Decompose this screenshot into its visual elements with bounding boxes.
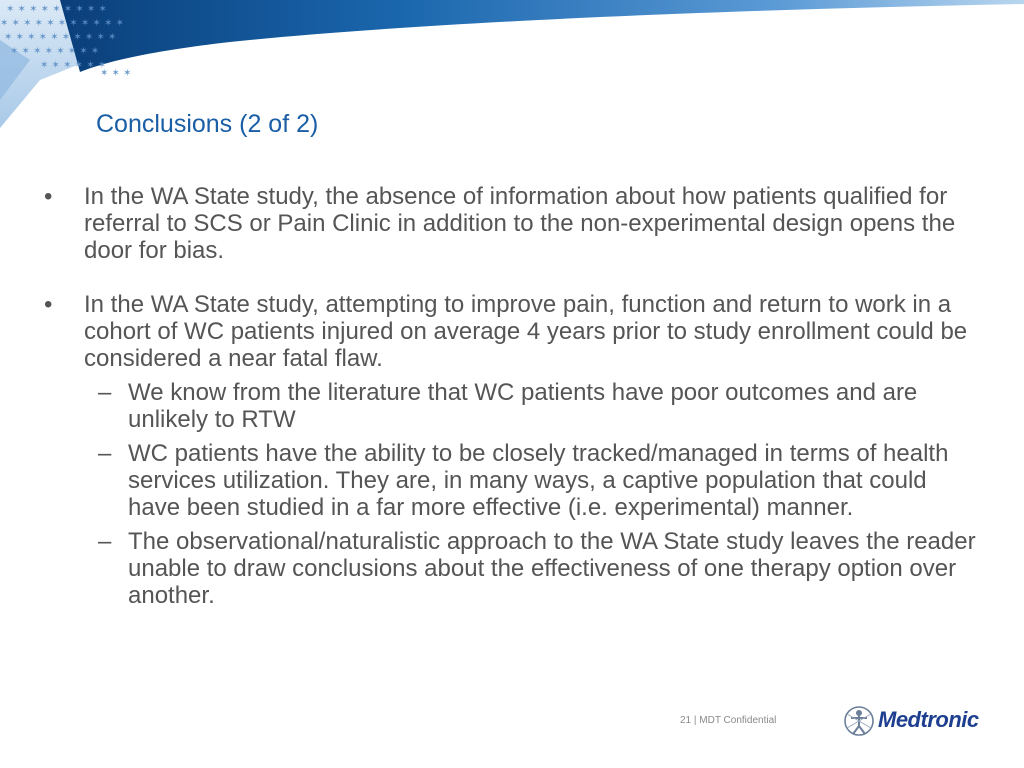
sub-bullet-item [44,528,984,609]
svg-text:✶ ✶ ✶ ✶ ✶ ✶ ✶ ✶ ✶ ✶: ✶ ✶ ✶ ✶ ✶ ✶ ✶ ✶ ✶ ✶ [4,32,117,43]
sub-bullet-marker: – [98,379,112,406]
sub-bullet-text: WC patients have the ability to be closely tracked/managed in terms of health services utilization. They are, in many ways, a captive population that could have been studied in a far more effective (i.e. experimental) manner. [128,440,949,521]
medtronic-figure-icon [842,704,876,738]
sub-bullet-item [44,440,984,521]
sub-bullet-item [44,379,984,433]
sub-bullet-list [44,379,984,609]
bullet-item [44,183,984,264]
svg-text:✶ ✶ ✶ ✶ ✶ ✶ ✶ ✶: ✶ ✶ ✶ ✶ ✶ ✶ ✶ ✶ [10,46,100,57]
svg-text:✶ ✶ ✶ ✶ ✶ ✶: ✶ ✶ ✶ ✶ ✶ ✶ [40,60,107,71]
sub-bullet-text: We know from the literature that WC patients have poor outcomes and are unlikely to RTW [128,379,918,433]
footer-page-label: 21 | MDT Confidential [680,715,777,726]
bullet-text: In the WA State study, the absence of information about how patients qualified for referral to SCS or Pain Clinic in addition to the non-experimental design opens the door for bias. [84,183,956,264]
svg-text:✶ ✶ ✶: ✶ ✶ ✶ [100,68,132,79]
sub-bullet-marker: – [98,440,112,467]
bullet-text: In the WA State study, attempting to improve pain, function and return to work in a cohort of WC patients injured on average 4 years prior to study enrollment could be considered a near fatal flaw. [84,291,968,372]
sub-bullet-text: The observational/naturalistic approach to the WA State study leaves the reader unable to draw conclusions about the effectiveness of one therapy option over another. [128,528,976,609]
bullet-marker: • [44,183,53,210]
bullet-item [44,291,984,372]
medtronic-logo [842,704,1002,738]
svg-text:✶ ✶ ✶ ✶ ✶ ✶ ✶ ✶ ✶: ✶ ✶ ✶ ✶ ✶ ✶ ✶ ✶ ✶ [6,4,107,15]
bullet-list [44,183,984,616]
logo-wordmark: Medtronic [878,707,979,732]
slide-title: Conclusions (2 of 2) [96,110,319,138]
sub-bullet-marker: – [98,528,112,555]
svg-text:✶ ✶ ✶ ✶ ✶ ✶ ✶ ✶ ✶ ✶ ✶: ✶ ✶ ✶ ✶ ✶ ✶ ✶ ✶ ✶ ✶ ✶ [0,18,124,29]
bullet-marker: • [44,291,53,318]
